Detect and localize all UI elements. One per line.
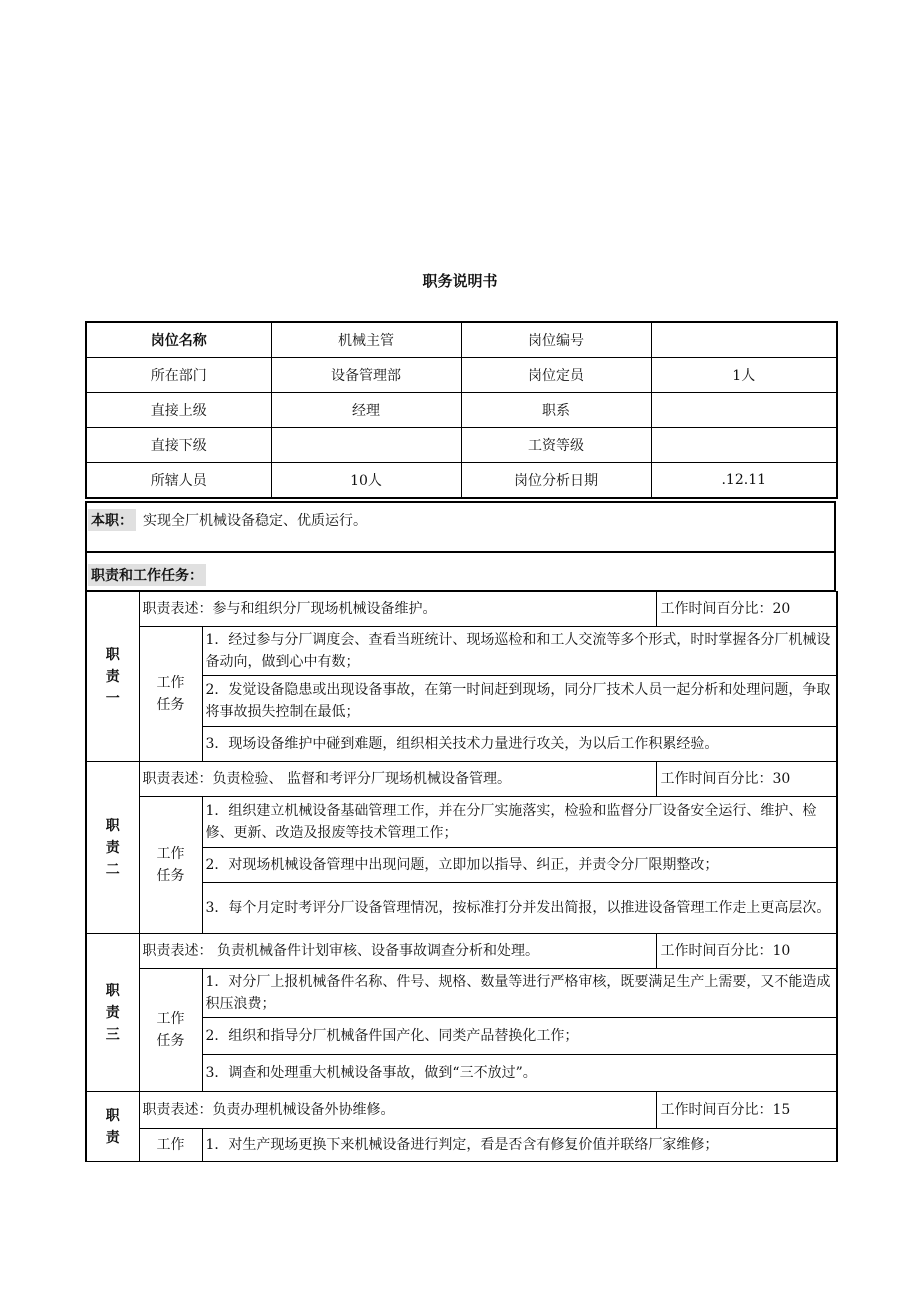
duty-label (86, 934, 139, 1092)
task-item: 1．经过参与分厂调度会、查看当班统计、现场巡检和和工人交流等多个形式，时时掌握各分厂机械设备动向，做到心中有数； (202, 627, 837, 676)
duties-table (85, 591, 838, 1162)
position-info-table (85, 321, 838, 499)
info-label: 岗位定员 (461, 358, 651, 393)
role-label: 本职： (88, 509, 136, 531)
task-label (139, 969, 202, 1092)
duty-label-text: 职责 (105, 1107, 120, 1146)
info-value: .12.11 (651, 463, 837, 499)
info-value (651, 393, 837, 428)
task-item: 1．对生产现场更换下来机械设备进行判定，看是否含有修复价值并联络厂家维修； (202, 1129, 837, 1162)
duty-statement: 职责表述：负责办理机械设备外协维修。 (139, 1092, 656, 1129)
duties-heading-row (85, 553, 836, 591)
duty-statement: 职责表述：负责检验、 监督和考评分厂现场机械设备管理。 (139, 762, 656, 797)
info-label: 岗位名称 (86, 322, 271, 358)
info-value (271, 428, 461, 463)
info-value (651, 322, 837, 358)
task-item: 1．对分厂上报机械备件名称、件号、规格、数量等进行严格审核，既要满足生产上需要，又不能造成积压浪费； (202, 969, 837, 1018)
info-label: 直接上级 (86, 393, 271, 428)
info-row (86, 393, 837, 428)
duty-statement: 职责表述：参与和组织分厂现场机械设备维护。 (139, 592, 656, 627)
info-label: 岗位分析日期 (461, 463, 651, 499)
info-value: 设备管理部 (271, 358, 461, 393)
info-label: 所在部门 (86, 358, 271, 393)
task-item: 2．发觉设备隐患或出现设备事故，在第一时间赶到现场，同分厂技术人员一起分析和处理问题，争取将事故损失控制在最低； (202, 676, 837, 727)
duty-statement-row (86, 762, 837, 797)
info-label: 所辖人员 (86, 463, 271, 499)
document-title: 职务说明书 (422, 272, 498, 290)
task-item: 2．对现场机械设备管理中出现问题，立即加以指导、纠正，并责令分厂限期整改； (202, 848, 837, 883)
duty-label (86, 1092, 139, 1162)
task-item: 3．调查和处理重大机械设备事故，做到“三不放过”。 (202, 1055, 837, 1092)
info-value: 机械主管 (271, 322, 461, 358)
task-item: 2．组织和指导分厂机械备件国产化、同类产品替换化工作； (202, 1018, 837, 1055)
task-item: 1．组织建立机械设备基础管理工作，并在分厂实施落实，检验和监督分厂设备安全运行、维护、检修、更新、改造及报废等技术管理工作； (202, 797, 837, 848)
task-item: 3．每个月定时考评分厂设备管理情况，按标准打分并发出简报，以推进设备管理工作走上更高层次。 (202, 883, 837, 934)
duties-heading: 职责和工作任务： (88, 564, 206, 586)
info-row (86, 428, 837, 463)
info-row (86, 463, 837, 499)
task-row (86, 627, 837, 676)
task-label-text: 工作任务 (156, 1011, 185, 1049)
duty-statement-row (86, 1092, 837, 1129)
info-row (86, 358, 837, 393)
task-label (139, 627, 202, 762)
task-row (86, 969, 837, 1018)
info-value: 1人 (651, 358, 837, 393)
info-value: 10人 (271, 463, 461, 499)
role-text: 实现全厂机械设备稳定、优质运行。 (143, 513, 367, 529)
task-label-text: 工作任务 (156, 675, 185, 713)
info-label: 工资等级 (461, 428, 651, 463)
duty-percent: 工作时间百分比：30 (656, 762, 837, 797)
info-row (86, 322, 837, 358)
duty-statement-row (86, 934, 837, 969)
task-label-text: 工作任务 (156, 846, 185, 884)
duty-percent: 工作时间百分比：15 (656, 1092, 837, 1129)
task-item: 3．现场设备维护中碰到难题，组织相关技术力量进行攻关，为以后工作积累经验。 (202, 727, 837, 762)
duty-label-text: 职责三 (105, 982, 120, 1043)
info-label: 直接下级 (86, 428, 271, 463)
task-row (86, 797, 837, 848)
duty-percent: 工作时间百分比：20 (656, 592, 837, 627)
duty-label (86, 762, 139, 934)
task-row (86, 1129, 837, 1162)
duty-statement-row (86, 592, 837, 627)
role-summary (85, 501, 836, 553)
duty-percent: 工作时间百分比：10 (656, 934, 837, 969)
info-label: 岗位编号 (461, 322, 651, 358)
duty-label (86, 592, 139, 762)
duty-label-text: 职责一 (105, 646, 120, 707)
task-label: 工作 (139, 1129, 202, 1162)
info-label: 职系 (461, 393, 651, 428)
duty-statement: 职责表述： 负责机械备件计划审核、设备事故调查分析和处理。 (139, 934, 656, 969)
info-value (651, 428, 837, 463)
duty-label-text: 职责二 (105, 817, 120, 878)
task-label (139, 797, 202, 934)
info-value: 经理 (271, 393, 461, 428)
